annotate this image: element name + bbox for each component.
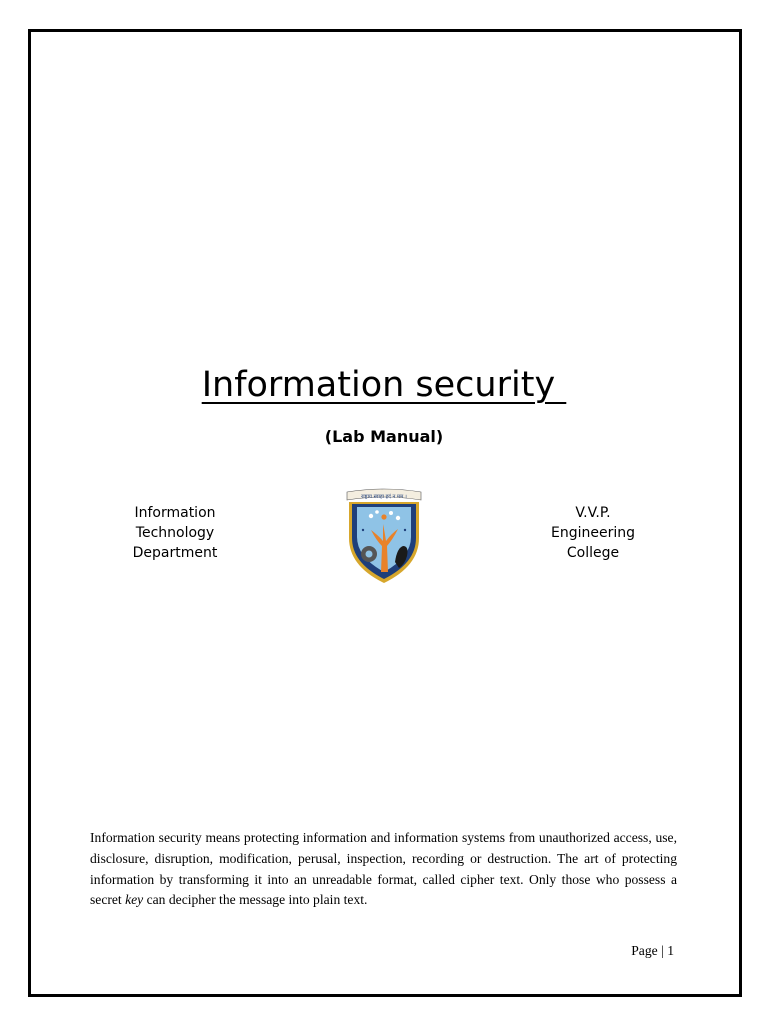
department-line-2: Technology [135, 525, 215, 541]
page-number: Page | 1 [631, 943, 674, 958]
department-label [105, 503, 245, 563]
intro-text-part-1: Information security means protecting information and information systems from unauthorized access, use, disclosure, disruption, modification, perusal, inspection, recording or destruction. The art of protecting information by transforming it into an unreadable format, called cipher text. Only those who possess a secret [90, 830, 677, 908]
logo-motto: राष्ट्राय स्वाहा इदं न मम । [361, 494, 407, 500]
intro-key-word: key [125, 892, 144, 908]
college-line-3: College [566, 545, 620, 561]
document-title: Information security [201, 365, 567, 405]
department-line-3: Department [132, 545, 218, 561]
document-subtitle: (Lab Manual) [324, 427, 444, 446]
intro-text-part-2: can decipher the message into plain text. [143, 892, 368, 908]
intro-paragraph [90, 828, 677, 911]
department-line-1: Information [134, 505, 216, 521]
college-logo [343, 486, 425, 586]
college-crest-icon [343, 486, 425, 586]
college-line-2: Engineering [551, 525, 635, 541]
college-label [523, 503, 663, 563]
college-line-1: V.V.P. [575, 505, 611, 521]
